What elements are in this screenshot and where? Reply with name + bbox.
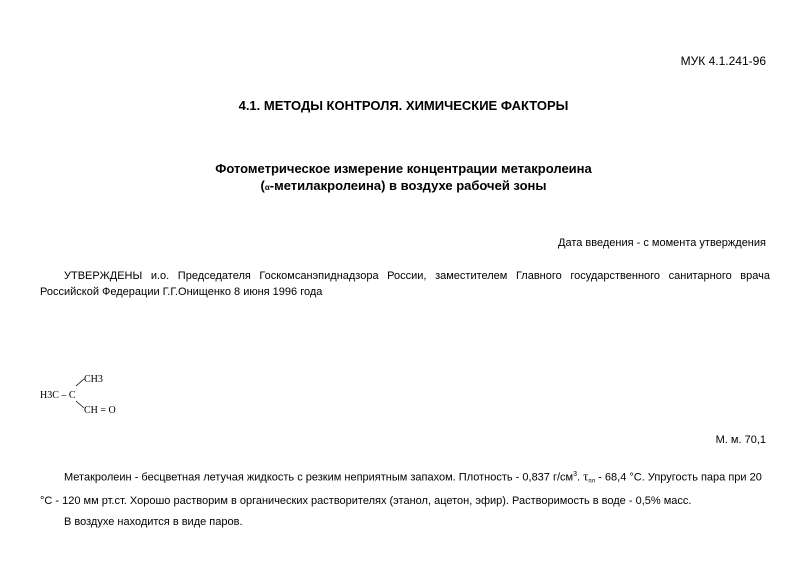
formula-bond-up <box>76 379 84 386</box>
formula-ch3: CH3 <box>84 374 103 385</box>
effective-date: Дата введения - с момента утверждения <box>558 237 766 249</box>
title-line-2 <box>0 177 807 196</box>
formula-cho: CH = O <box>84 405 116 416</box>
description-text-2: . <box>577 471 584 484</box>
approved-text: и.о. Председателя Госкомсанэпиднадзора России, заместителем Главного государственного санитарного врача Российской Федерации Г.Г.Онищенко 8 июня 1996 года <box>40 270 770 298</box>
document-code: МУК 4.1.241-96 <box>680 54 766 68</box>
formula-bond-down <box>76 401 84 408</box>
approved-label: УТВЕРЖДЕНЫ <box>64 270 143 282</box>
tau-symbol: τ <box>583 468 589 484</box>
vapor-note: В воздухе находится в виде паров. <box>64 516 243 528</box>
title-line-1: Фотометрическое измерение концентрации метакролеина <box>215 161 592 176</box>
molar-mass: М. м. 70,1 <box>715 434 766 446</box>
description-text-3: - 68,4 °C. Упругость пара при 20 °С - 120 мм рт.ст. Хорошо растворим в органических растворителях (этанол, ацетон, эфир). Растворимость в воде - 0,5% масс. <box>40 471 762 507</box>
title-line-2-text: -метилакролеина) в воздухе рабочей зоны <box>269 178 547 193</box>
tau-subscript: пл <box>588 478 596 485</box>
document-title <box>0 160 807 196</box>
alpha-symbol: α <box>264 183 270 192</box>
structural-formula <box>40 372 130 416</box>
description-text-1: Метакролеин - бесцветная летучая жидкость с резким неприятным запахом. Плотность - 0,837 г/см <box>64 471 574 484</box>
title-paren: ( <box>260 178 265 193</box>
section-heading: 4.1. МЕТОДЫ КОНТРОЛЯ. ХИМИЧЕСКИЕ ФАКТОРЫ <box>238 98 569 113</box>
density-exponent: 3 <box>573 471 578 478</box>
description-paragraph <box>40 465 770 511</box>
approval-paragraph <box>40 268 770 300</box>
formula-h3c-c: H3C – C <box>40 390 76 401</box>
